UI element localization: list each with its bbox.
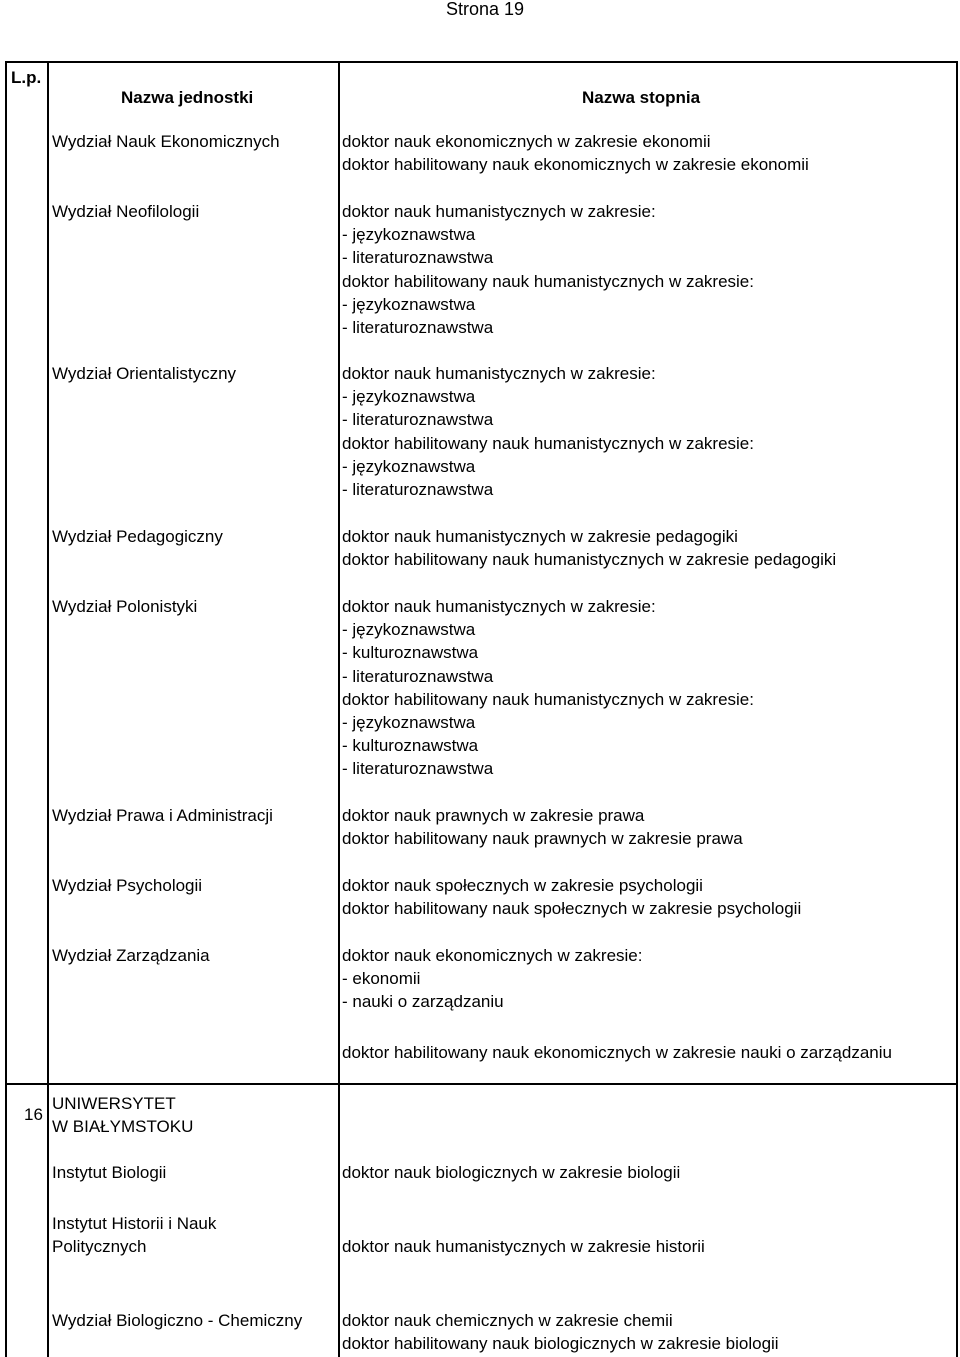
header-degree-name: Nazwa stopnia xyxy=(582,88,701,107)
unit-name: Wydział Nauk Ekonomicznych xyxy=(52,132,280,151)
degree-line: doktor habilitowany nauk humanistycznych w zakresie: xyxy=(342,433,754,453)
degree-line: doktor nauk prawnych w zakresie prawa xyxy=(342,806,645,825)
degree-line: - językoznawstwa xyxy=(342,294,476,314)
unit-name: Wydział Neofilologii xyxy=(52,202,200,221)
degree-list xyxy=(342,1161,680,1184)
degree-line: doktor habilitowany nauk humanistycznych w zakresie: xyxy=(342,689,754,709)
degree-line: doktor habilitowany nauk ekonomicznych w zakresie ekonomii xyxy=(342,155,809,175)
degree-line: - nauki o zarządzaniu xyxy=(342,992,504,1012)
row-separator xyxy=(5,1083,958,1085)
degree-list xyxy=(342,1041,892,1064)
table-left-border xyxy=(5,61,7,1357)
degree-line: - literaturoznawstwa xyxy=(342,410,494,430)
degree-line: - językoznawstwa xyxy=(342,712,476,732)
degree-line: doktor nauk ekonomicznych w zakresie: xyxy=(342,946,643,965)
degree-line: doktor nauk humanistycznych w zakresie pedagogiki xyxy=(342,527,738,546)
degree-line: - językoznawstwa xyxy=(342,456,476,476)
degree-line: doktor nauk chemicznych w zakresie chemii xyxy=(342,1311,673,1330)
table-top-border xyxy=(5,61,958,63)
unit-name: Wydział Prawa i Administracji xyxy=(52,806,273,825)
column-divider-lp xyxy=(47,61,49,1357)
degree-line: doktor nauk biologicznych w zakresie biologii xyxy=(342,1163,681,1182)
degree-line: doktor habilitowany nauk prawnych w zakresie prawa xyxy=(342,829,743,849)
degree-list xyxy=(342,362,754,501)
unit-name: Wydział Polonistyki xyxy=(52,597,198,616)
degree-line: doktor habilitowany nauk humanistycznych w zakresie pedagogiki xyxy=(342,550,837,570)
degree-line: - literaturoznawstwa xyxy=(342,666,494,686)
degree-list xyxy=(342,595,754,781)
unit-name-line1: Instytut Historii i Nauk xyxy=(52,1214,217,1233)
degree-line: - językoznawstwa xyxy=(342,225,476,245)
degree-list xyxy=(342,944,642,1014)
degree-line: - kulturoznawstwa xyxy=(342,736,479,756)
degree-line: - językoznawstwa xyxy=(342,620,476,640)
header-lp: L.p. xyxy=(11,68,42,87)
degree-line: - ekonomii xyxy=(342,969,421,989)
degree-line: doktor nauk humanistycznych w zakresie: xyxy=(342,202,656,221)
unit-name: Wydział Pedagogiczny xyxy=(52,527,223,546)
university-name-line1: UNIWERSYTET xyxy=(52,1094,176,1113)
degree-line: doktor nauk ekonomicznych w zakresie ekonomii xyxy=(342,132,711,151)
degree-list xyxy=(342,1309,779,1355)
unit-name: Wydział Orientalistyczny xyxy=(52,364,237,383)
degree-list xyxy=(342,200,754,339)
unit-name: Instytut Biologii xyxy=(52,1163,167,1182)
unit-name: Wydział Zarządzania xyxy=(52,946,210,965)
degree-list xyxy=(342,804,743,850)
column-divider-unit xyxy=(338,61,340,1357)
university-name-line2: W BIAŁYMSTOKU xyxy=(52,1117,194,1136)
degree-list xyxy=(342,525,836,571)
unit-name: Wydział Biologiczno - Chemiczny xyxy=(52,1311,303,1330)
degree-line: doktor habilitowany nauk humanistycznych w zakresie: xyxy=(342,271,754,291)
degree-list xyxy=(342,1235,705,1258)
degree-line: doktor nauk humanistycznych w zakresie: xyxy=(342,597,656,616)
degree-line: doktor habilitowany nauk biologicznych w zakresie biologii xyxy=(342,1334,779,1354)
degree-line: doktor nauk społecznych w zakresie psychologii xyxy=(342,876,703,895)
degree-line: - literaturoznawstwa xyxy=(342,248,494,268)
page-number: Strona 19 xyxy=(446,0,525,19)
unit-name: Wydział Psychologii xyxy=(52,876,203,895)
degree-list xyxy=(342,874,801,920)
degree-line: - literaturoznawstwa xyxy=(342,479,494,499)
header-unit-name: Nazwa jednostki xyxy=(121,88,254,107)
degree-line: doktor habilitowany nauk ekonomicznych w zakresie nauki o zarządzaniu xyxy=(342,1043,892,1062)
unit-name-line2: Politycznych xyxy=(52,1237,147,1256)
degree-line: - literaturoznawstwa xyxy=(342,759,494,779)
row-number: 16 xyxy=(24,1105,43,1124)
table-right-border xyxy=(956,61,958,1357)
degree-line: doktor nauk humanistycznych w zakresie historii xyxy=(342,1237,705,1256)
degree-line: - językoznawstwa xyxy=(342,387,476,407)
degree-line: - literaturoznawstwa xyxy=(342,317,494,337)
degree-line: - kulturoznawstwa xyxy=(342,643,479,663)
degree-line: doktor nauk humanistycznych w zakresie: xyxy=(342,364,656,383)
degree-line: doktor habilitowany nauk społecznych w zakresie psychologii xyxy=(342,899,802,919)
degree-list xyxy=(342,130,809,176)
